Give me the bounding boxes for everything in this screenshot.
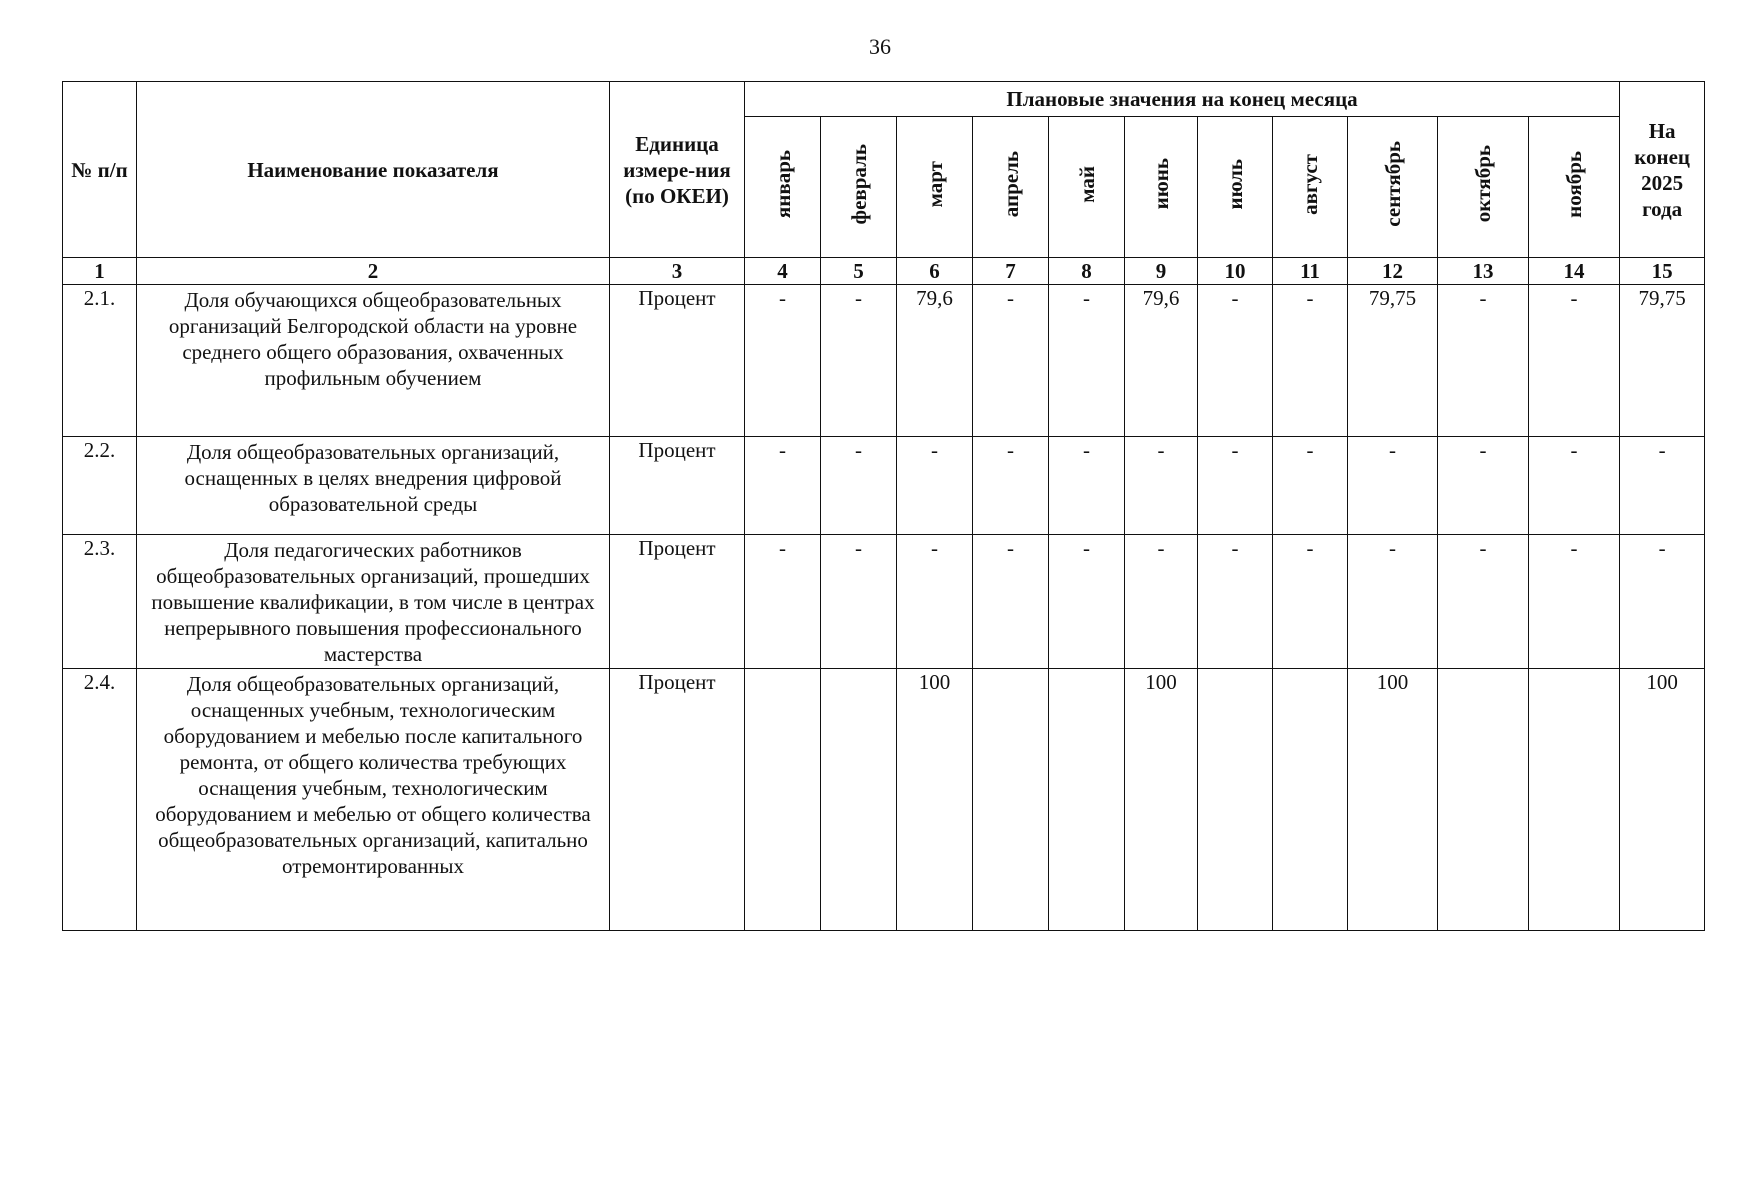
column-numbers-row [63, 258, 1705, 285]
table-header [63, 82, 1705, 258]
value-cell: 79,6 [1125, 285, 1198, 437]
value-cell: - [821, 437, 897, 535]
value-cell: - [1438, 535, 1529, 669]
column-number: 12 [1348, 258, 1438, 285]
header-num: № п/п [63, 82, 137, 258]
indicator-name: Доля общеобразовательных организаций, оснащенных учебным, технологическим оборудованием и мебелью после капитального ремонта, от общего количества требующих оснащения учебным, технологическим оборудованием и мебелью от общего количества общеобразовательных организаций, капитально отремонтированных [137, 669, 610, 931]
value-cell [1198, 669, 1273, 931]
value-cell [1273, 669, 1348, 931]
value-cell: - [745, 285, 821, 437]
column-number: 7 [973, 258, 1049, 285]
header-month-february: февраль [821, 117, 897, 258]
header-month-october: октябрь [1438, 117, 1529, 258]
value-cell: - [1049, 437, 1125, 535]
value-cell-end-of-year: 79,75 [1620, 285, 1705, 437]
value-cell: - [897, 535, 973, 669]
column-number: 6 [897, 258, 973, 285]
value-cell [821, 669, 897, 931]
value-cell-end-of-year: - [1620, 437, 1705, 535]
value-cell: - [1198, 437, 1273, 535]
value-cell: - [821, 535, 897, 669]
column-number: 2 [137, 258, 610, 285]
unit-cell: Процент [610, 285, 745, 437]
value-cell: - [1125, 437, 1198, 535]
value-cell [973, 669, 1049, 931]
column-number: 10 [1198, 258, 1273, 285]
column-number: 5 [821, 258, 897, 285]
header-month-april: апрель [973, 117, 1049, 258]
column-number: 8 [1049, 258, 1125, 285]
value-cell: 100 [1348, 669, 1438, 931]
value-cell: - [1198, 285, 1273, 437]
column-number: 13 [1438, 258, 1529, 285]
value-cell [1529, 669, 1620, 931]
table-row [63, 437, 1705, 535]
value-cell-end-of-year: - [1620, 535, 1705, 669]
value-cell: - [1273, 437, 1348, 535]
column-number: 4 [745, 258, 821, 285]
row-number: 2.1. [63, 285, 137, 437]
column-number: 1 [63, 258, 137, 285]
value-cell: - [1438, 437, 1529, 535]
table-row [63, 285, 1705, 437]
value-cell: - [1049, 285, 1125, 437]
header-end-of-year: На конец 2025 года [1620, 82, 1705, 258]
plan-values-table [62, 81, 1705, 931]
indicator-name: Доля педагогических работников общеобразовательных организаций, прошедших повышение квалификации, в том числе в центрах непрерывного повышения профессионального мастерства [137, 535, 610, 669]
row-number: 2.3. [63, 535, 137, 669]
page-number: 36 [869, 34, 891, 59]
value-cell: - [1438, 285, 1529, 437]
value-cell: - [1049, 535, 1125, 669]
header-name: Наименование показателя [137, 82, 610, 258]
unit-cell: Процент [610, 437, 745, 535]
unit-cell: Процент [610, 535, 745, 669]
value-cell: - [973, 437, 1049, 535]
value-cell: - [973, 285, 1049, 437]
value-cell: 79,6 [897, 285, 973, 437]
header-month-september: сентябрь [1348, 117, 1438, 258]
value-cell: - [745, 535, 821, 669]
indicator-name: Доля общеобразовательных организаций, оснащенных в целях внедрения цифровой образовательной среды [137, 437, 610, 535]
column-number: 14 [1529, 258, 1620, 285]
value-cell [745, 669, 821, 931]
table-row [63, 535, 1705, 669]
header-plan-group: Плановые значения на конец месяца [745, 82, 1620, 117]
value-cell: - [1529, 437, 1620, 535]
value-cell: - [1273, 535, 1348, 669]
value-cell: - [745, 437, 821, 535]
value-cell: - [1198, 535, 1273, 669]
indicator-name: Доля обучающихся общеобразовательных организаций Белгородской области на уровне среднего общего образования, охваченных профильным обучением [137, 285, 610, 437]
value-cell: 79,75 [1348, 285, 1438, 437]
value-cell: 100 [897, 669, 973, 931]
header-month-november: ноябрь [1529, 117, 1620, 258]
value-cell-end-of-year: 100 [1620, 669, 1705, 931]
column-number: 9 [1125, 258, 1198, 285]
value-cell [1438, 669, 1529, 931]
column-number: 11 [1273, 258, 1348, 285]
value-cell: - [1348, 535, 1438, 669]
table-row [63, 669, 1705, 931]
header-month-january: январь [745, 117, 821, 258]
value-cell: - [1273, 285, 1348, 437]
header-month-june: июнь [1125, 117, 1198, 258]
value-cell: 100 [1125, 669, 1198, 931]
header-month-july: июль [1198, 117, 1273, 258]
header-unit: Единица измере-ния (по ОКЕИ) [610, 82, 745, 258]
column-number: 15 [1620, 258, 1705, 285]
unit-cell: Процент [610, 669, 745, 931]
header-month-march: март [897, 117, 973, 258]
header-month-august: август [1273, 117, 1348, 258]
value-cell: - [973, 535, 1049, 669]
row-number: 2.4. [63, 669, 137, 931]
value-cell: - [1348, 437, 1438, 535]
value-cell: - [1125, 535, 1198, 669]
header-month-may: май [1049, 117, 1125, 258]
row-number: 2.2. [63, 437, 137, 535]
value-cell: - [1529, 535, 1620, 669]
value-cell: - [897, 437, 973, 535]
value-cell: - [821, 285, 897, 437]
value-cell: - [1529, 285, 1620, 437]
value-cell [1049, 669, 1125, 931]
column-number: 3 [610, 258, 745, 285]
